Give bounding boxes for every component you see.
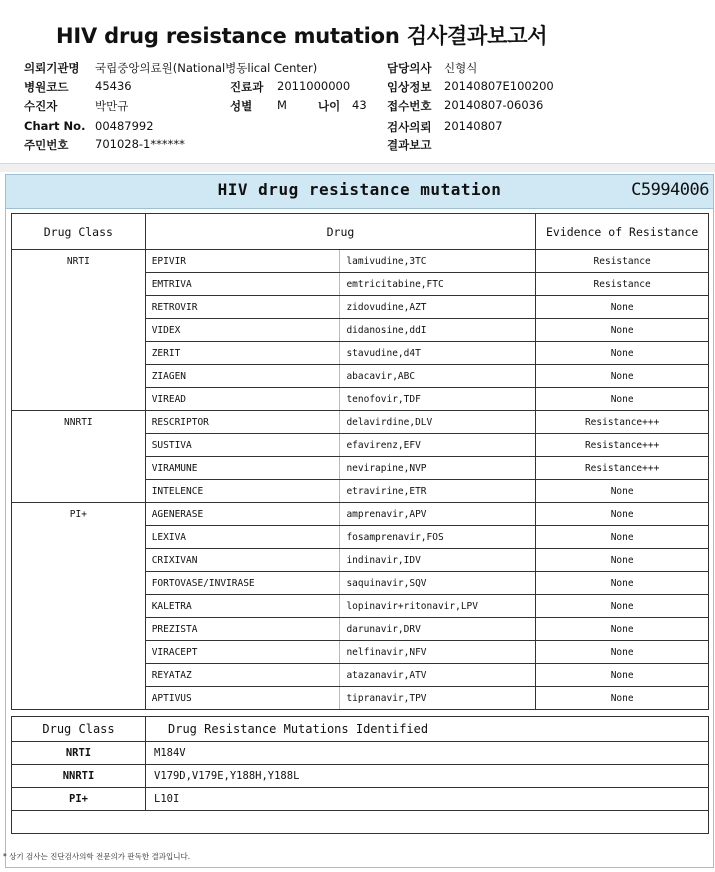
drug-brand-cell: CRIXIVAN <box>145 549 340 572</box>
mutation-list-cell: V179D,V179E,Y188H,Y188L <box>146 765 709 788</box>
drug-generic-cell: indinavir,IDV <box>340 549 536 572</box>
evidence-cell: Resistance+++ <box>536 434 709 457</box>
drug-generic-cell: amprenavir,APV <box>340 503 536 526</box>
evidence-cell: None <box>536 480 709 503</box>
table-row <box>12 411 709 434</box>
physician-label: 담당의사 <box>387 61 432 75</box>
clinical-info-value: 20140807E100200 <box>444 79 554 93</box>
evidence-cell: Resistance+++ <box>536 457 709 480</box>
evidence-cell: None <box>536 641 709 664</box>
mutation-list-cell: M184V <box>146 742 709 765</box>
drug-brand-cell: AGENERASE <box>145 503 340 526</box>
drug-generic-cell: delavirdine,DLV <box>340 411 536 434</box>
evidence-cell: None <box>536 572 709 595</box>
drug-brand-cell: REYATAZ <box>145 664 340 687</box>
mutations-table <box>11 716 709 834</box>
evidence-cell: None <box>536 365 709 388</box>
result-report-label: 결과보고 <box>387 138 432 152</box>
drug-generic-cell: atazanavir,ATV <box>340 664 536 687</box>
drug-brand-cell: VIRACEPT <box>145 641 340 664</box>
chart-no-label: Chart No. <box>24 119 86 133</box>
drug-generic-cell: didanosine,ddI <box>340 319 536 342</box>
id-number-label: 주민번호 <box>24 138 69 152</box>
mutation-row <box>12 742 709 765</box>
drug-generic-cell: fosamprenavir,FOS <box>340 526 536 549</box>
drug-brand-cell: KALETRA <box>145 595 340 618</box>
drug-brand-cell: PREZISTA <box>145 618 340 641</box>
drug-generic-cell: etravirine,ETR <box>340 480 536 503</box>
drug-generic-cell: abacavir,ABC <box>340 365 536 388</box>
drug-generic-cell: lopinavir+ritonavir,LPV <box>340 595 536 618</box>
table-row <box>12 503 709 526</box>
department-value: 2011000000 <box>277 79 351 93</box>
banner-title: HIV drug resistance mutation <box>217 180 502 199</box>
chart-no-value: 00487992 <box>95 119 154 133</box>
drug-table-header-row <box>12 214 709 250</box>
sex-label: 성별 <box>230 99 253 113</box>
header-drug: Drug <box>145 214 536 250</box>
report-banner <box>6 175 713 209</box>
drug-resistance-table <box>11 213 709 710</box>
drug-class-cell: PI+ <box>12 503 146 710</box>
evidence-cell: Resistance <box>536 273 709 296</box>
drug-generic-cell: darunavir,DRV <box>340 618 536 641</box>
drug-brand-cell: ZIAGEN <box>145 365 340 388</box>
department-label: 진료과 <box>230 80 264 94</box>
physician-value: 신형식 <box>444 61 478 75</box>
drug-brand-cell: LEXIVA <box>145 526 340 549</box>
drug-brand-cell: APTIVUS <box>145 687 340 710</box>
evidence-cell: Resistance <box>536 250 709 273</box>
hospital-code-value: 45436 <box>95 79 132 93</box>
drug-brand-cell: ZERIT <box>145 342 340 365</box>
id-number-value: 701028-1****** <box>95 137 185 151</box>
evidence-cell: None <box>536 526 709 549</box>
footnote: * 상기 검사는 진단검사의학 전문의가 판독한 결과입니다. <box>3 852 191 861</box>
header-evidence: Evidence of Resistance <box>536 214 709 250</box>
institution-value: 국립중앙의료원(National병동lical Center) <box>95 61 318 75</box>
evidence-cell: None <box>536 687 709 710</box>
mutations-header-list: Drug Resistance Mutations Identified <box>146 717 709 742</box>
mutation-class-cell: PI+ <box>12 788 146 811</box>
mutations-table-body <box>12 717 709 834</box>
drug-brand-cell: VIRAMUNE <box>145 457 340 480</box>
evidence-cell: None <box>536 503 709 526</box>
drug-brand-cell: FORTOVASE/INVIRASE <box>145 572 340 595</box>
drug-table-body <box>12 250 709 710</box>
drug-brand-cell: EMTRIVA <box>145 273 340 296</box>
sex-value: M <box>277 98 287 112</box>
receipt-label: 접수번호 <box>387 99 432 113</box>
patient-value: 박만규 <box>95 99 129 113</box>
mutation-class-cell: NNRTI <box>12 765 146 788</box>
request-value: 20140807 <box>444 119 503 133</box>
evidence-cell: None <box>536 296 709 319</box>
header-separator <box>0 163 715 172</box>
mutations-header-row <box>12 717 709 742</box>
drug-generic-cell: saquinavir,SQV <box>340 572 536 595</box>
receipt-value: 20140807-06036 <box>444 98 544 112</box>
drug-brand-cell: SUSTIVA <box>145 434 340 457</box>
mutation-row <box>12 788 709 811</box>
patient-label: 수진자 <box>24 99 58 113</box>
drug-brand-cell: RESCRIPTOR <box>145 411 340 434</box>
drug-class-cell: NRTI <box>12 250 146 411</box>
request-label: 검사의뢰 <box>387 120 432 134</box>
hospital-code-label: 병원코드 <box>24 80 69 94</box>
drug-generic-cell: emtricitabine,FTC <box>340 273 536 296</box>
drug-generic-cell: nevirapine,NVP <box>340 457 536 480</box>
mutation-empty-row <box>12 811 709 834</box>
drug-brand-cell: VIREAD <box>145 388 340 411</box>
drug-generic-cell: efavirenz,EFV <box>340 434 536 457</box>
mutation-list-cell: L10I <box>146 788 709 811</box>
drug-brand-cell: VIDEX <box>145 319 340 342</box>
drug-class-cell: NNRTI <box>12 411 146 503</box>
drug-generic-cell: zidovudine,AZT <box>340 296 536 319</box>
institution-label: 의뢰기관명 <box>24 61 80 75</box>
mutation-empty-cell <box>12 811 709 834</box>
specimen-code: C5994006 <box>631 180 709 200</box>
report-title: HIV drug resistance mutation 검사결과보고서 <box>56 24 548 48</box>
mutation-class-cell: NRTI <box>12 742 146 765</box>
evidence-cell: None <box>536 342 709 365</box>
age-label: 나이 <box>318 99 341 113</box>
drug-generic-cell: tenofovir,TDF <box>340 388 536 411</box>
mutation-row <box>12 765 709 788</box>
drug-generic-cell: stavudine,d4T <box>340 342 536 365</box>
drug-generic-cell: tipranavir,TPV <box>340 687 536 710</box>
drug-generic-cell: lamivudine,3TC <box>340 250 536 273</box>
mutations-header-class: Drug Class <box>12 717 146 742</box>
table-row <box>12 250 709 273</box>
evidence-cell: Resistance+++ <box>536 411 709 434</box>
evidence-cell: None <box>536 664 709 687</box>
evidence-cell: None <box>536 319 709 342</box>
header-drug-class: Drug Class <box>12 214 146 250</box>
drug-brand-cell: EPIVIR <box>145 250 340 273</box>
age-value: 43 <box>352 98 367 112</box>
evidence-cell: None <box>536 618 709 641</box>
evidence-cell: None <box>536 388 709 411</box>
drug-generic-cell: nelfinavir,NFV <box>340 641 536 664</box>
report-panel <box>5 174 714 868</box>
evidence-cell: None <box>536 549 709 572</box>
evidence-cell: None <box>536 595 709 618</box>
drug-brand-cell: RETROVIR <box>145 296 340 319</box>
clinical-info-label: 임상정보 <box>387 80 432 94</box>
drug-brand-cell: INTELENCE <box>145 480 340 503</box>
